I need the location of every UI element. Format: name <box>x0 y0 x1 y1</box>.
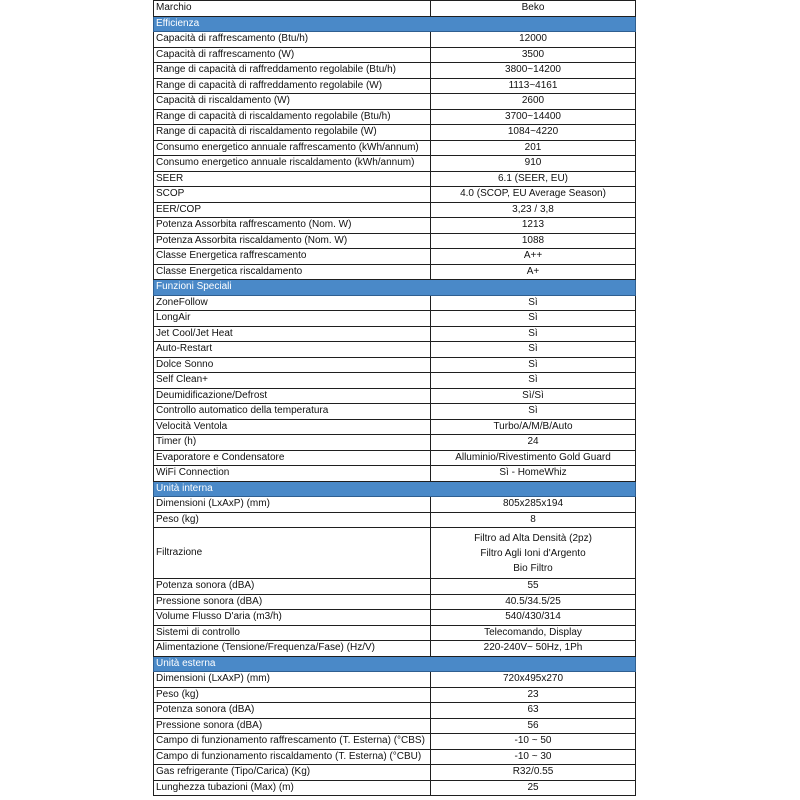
spec-label: Pressione sonora (dBA) <box>154 718 431 734</box>
spec-value: Sì <box>431 404 636 420</box>
spec-row <box>154 497 636 513</box>
spec-row <box>154 450 636 466</box>
spec-row <box>154 610 636 626</box>
spec-value: 1084~4220 <box>431 125 636 141</box>
spec-row <box>154 78 636 94</box>
spec-value: 910 <box>431 156 636 172</box>
spec-label: Velocità Ventola <box>154 419 431 435</box>
spec-row <box>154 749 636 765</box>
spec-value: 540/430/314 <box>431 610 636 626</box>
spec-label: Peso (kg) <box>154 687 431 703</box>
spec-value: A+ <box>431 264 636 280</box>
spec-value: 2600 <box>431 94 636 110</box>
spec-row <box>154 357 636 373</box>
spec-label: Potenza sonora (dBA) <box>154 579 431 595</box>
spec-row <box>154 641 636 657</box>
spec-label: Lunghezza tubazioni (Max) (m) <box>154 780 431 796</box>
spec-row <box>154 63 636 79</box>
spec-label: Timer (h) <box>154 435 431 451</box>
section-header-row <box>154 280 636 296</box>
spec-row <box>154 109 636 125</box>
spec-row <box>154 765 636 781</box>
spec-table-body <box>154 1 636 796</box>
spec-value: A++ <box>431 249 636 265</box>
spec-value: 3500 <box>431 47 636 63</box>
spec-row <box>154 388 636 404</box>
spec-label: Self Clean+ <box>154 373 431 389</box>
spec-value: 55 <box>431 579 636 595</box>
spec-value: Sì <box>431 311 636 327</box>
spec-value: 3800~14200 <box>431 63 636 79</box>
spec-row <box>154 202 636 218</box>
spec-value-multiline <box>431 528 636 579</box>
spec-label: Peso (kg) <box>154 512 431 528</box>
spec-label: SEER <box>154 171 431 187</box>
spec-label: Auto-Restart <box>154 342 431 358</box>
spec-value: 24 <box>431 435 636 451</box>
spec-label: Dolce Sonno <box>154 357 431 373</box>
section-title: Efficienza <box>154 16 636 32</box>
spec-label: Potenza sonora (dBA) <box>154 703 431 719</box>
spec-value: 720x495x270 <box>431 672 636 688</box>
spec-value: Sì <box>431 342 636 358</box>
section-title: Unità interna <box>154 481 636 497</box>
spec-value: Alluminio/Rivestimento Gold Guard <box>431 450 636 466</box>
spec-value: 6.1 (SEER, EU) <box>431 171 636 187</box>
spec-value: 23 <box>431 687 636 703</box>
spec-value: Sì <box>431 357 636 373</box>
spec-row <box>154 718 636 734</box>
spec-value: 8 <box>431 512 636 528</box>
spec-value-line: Filtro ad Alta Densità (2pz) <box>474 532 592 544</box>
spec-value: R32/0.55 <box>431 765 636 781</box>
spec-label: Potenza Assorbita raffrescamento (Nom. W) <box>154 218 431 234</box>
spec-value: Turbo/A/M/B/Auto <box>431 419 636 435</box>
spec-label: Evaporatore e Condensatore <box>154 450 431 466</box>
spec-label: Volume Flusso D'aria (m3/h) <box>154 610 431 626</box>
spec-row <box>154 579 636 595</box>
spec-label: Marchio <box>154 1 431 17</box>
spec-value: Telecomando, Display <box>431 625 636 641</box>
section-header-row <box>154 656 636 672</box>
spec-value: 220-240V~ 50Hz, 1Ph <box>431 641 636 657</box>
spec-label: Controllo automatico della temperatura <box>154 404 431 420</box>
spec-value-line: Filtro Agli Ioni d'Argento <box>480 547 586 559</box>
spec-label: Dimensioni (LxAxP) (mm) <box>154 497 431 513</box>
spec-row <box>154 466 636 482</box>
spec-row <box>154 373 636 389</box>
spec-value: Sì <box>431 373 636 389</box>
spec-label: Jet Cool/Jet Heat <box>154 326 431 342</box>
spec-row <box>154 342 636 358</box>
spec-label: Pressione sonora (dBA) <box>154 594 431 610</box>
spec-label: Capacità di riscaldamento (W) <box>154 94 431 110</box>
spec-label: SCOP <box>154 187 431 203</box>
section-header-row <box>154 16 636 32</box>
spec-row <box>154 295 636 311</box>
spec-row <box>154 326 636 342</box>
spec-row <box>154 404 636 420</box>
spec-row <box>154 687 636 703</box>
spec-row <box>154 171 636 187</box>
spec-label: Classe Energetica riscaldamento <box>154 264 431 280</box>
spec-row <box>154 528 636 579</box>
spec-value: Sì <box>431 295 636 311</box>
spec-value: 3700~14400 <box>431 109 636 125</box>
spec-value: Beko <box>431 1 636 17</box>
spec-value: 805x285x194 <box>431 497 636 513</box>
spec-value: 40.5/34.5/25 <box>431 594 636 610</box>
spec-row <box>154 435 636 451</box>
spec-row <box>154 233 636 249</box>
spec-label: EER/COP <box>154 202 431 218</box>
spec-label: Alimentazione (Tensione/Frequenza/Fase) (Hz/V) <box>154 641 431 657</box>
spec-row <box>154 512 636 528</box>
spec-value: 12000 <box>431 32 636 48</box>
spec-row <box>154 249 636 265</box>
spec-table <box>153 0 636 796</box>
spec-value: -10 ~ 30 <box>431 749 636 765</box>
spec-label: Range di capacità di raffreddamento regolabile (Btu/h) <box>154 63 431 79</box>
spec-label: Classe Energetica raffrescamento <box>154 249 431 265</box>
spec-label: Filtrazione <box>154 528 431 579</box>
spec-value: 56 <box>431 718 636 734</box>
spec-label: Capacità di raffrescamento (W) <box>154 47 431 63</box>
spec-value: 63 <box>431 703 636 719</box>
spec-value: 1113~4161 <box>431 78 636 94</box>
spec-value: 25 <box>431 780 636 796</box>
spec-label: Dimensioni (LxAxP) (mm) <box>154 672 431 688</box>
spec-row <box>154 734 636 750</box>
spec-row <box>154 419 636 435</box>
spec-label: LongAir <box>154 311 431 327</box>
spec-value: Sì - HomeWhiz <box>431 466 636 482</box>
spec-label: Range di capacità di riscaldamento regolabile (W) <box>154 125 431 141</box>
spec-value: 1213 <box>431 218 636 234</box>
spec-value-line: Bio Filtro <box>513 562 553 574</box>
spec-label: Sistemi di controllo <box>154 625 431 641</box>
spec-row <box>154 672 636 688</box>
spec-label: Range di capacità di raffreddamento regolabile (W) <box>154 78 431 94</box>
spec-value: 201 <box>431 140 636 156</box>
spec-value: Sì/Sì <box>431 388 636 404</box>
spec-label: Potenza Assorbita riscaldamento (Nom. W) <box>154 233 431 249</box>
spec-label: Consumo energetico annuale riscaldamento (kWh/annum) <box>154 156 431 172</box>
spec-row <box>154 94 636 110</box>
spec-label: Deumidificazione/Defrost <box>154 388 431 404</box>
spec-row <box>154 780 636 796</box>
spec-label: Campo di funzionamento raffrescamento (T. Esterna) (°CBS) <box>154 734 431 750</box>
spec-row <box>154 1 636 17</box>
spec-value: 3,23 / 3,8 <box>431 202 636 218</box>
spec-row <box>154 311 636 327</box>
spec-label: ZoneFollow <box>154 295 431 311</box>
spec-value: 1088 <box>431 233 636 249</box>
spec-label: Capacità di raffrescamento (Btu/h) <box>154 32 431 48</box>
spec-label: WiFi Connection <box>154 466 431 482</box>
spec-label: Campo di funzionamento riscaldamento (T. Esterna) (°CBU) <box>154 749 431 765</box>
spec-row <box>154 32 636 48</box>
spec-row <box>154 218 636 234</box>
spec-row <box>154 125 636 141</box>
spec-row <box>154 140 636 156</box>
section-header-row <box>154 481 636 497</box>
spec-label: Consumo energetico annuale raffrescamento (kWh/annum) <box>154 140 431 156</box>
spec-value: -10 ~ 50 <box>431 734 636 750</box>
spec-row <box>154 703 636 719</box>
spec-row <box>154 156 636 172</box>
section-title: Unità esterna <box>154 656 636 672</box>
spec-row <box>154 264 636 280</box>
spec-row <box>154 47 636 63</box>
spec-row <box>154 187 636 203</box>
spec-row <box>154 594 636 610</box>
spec-label: Gas refrigerante (Tipo/Carica) (Kg) <box>154 765 431 781</box>
section-title: Funzioni Speciali <box>154 280 636 296</box>
spec-value: Sì <box>431 326 636 342</box>
spec-value: 4.0 (SCOP, EU Average Season) <box>431 187 636 203</box>
spec-row <box>154 625 636 641</box>
spec-label: Range di capacità di riscaldamento regolabile (Btu/h) <box>154 109 431 125</box>
